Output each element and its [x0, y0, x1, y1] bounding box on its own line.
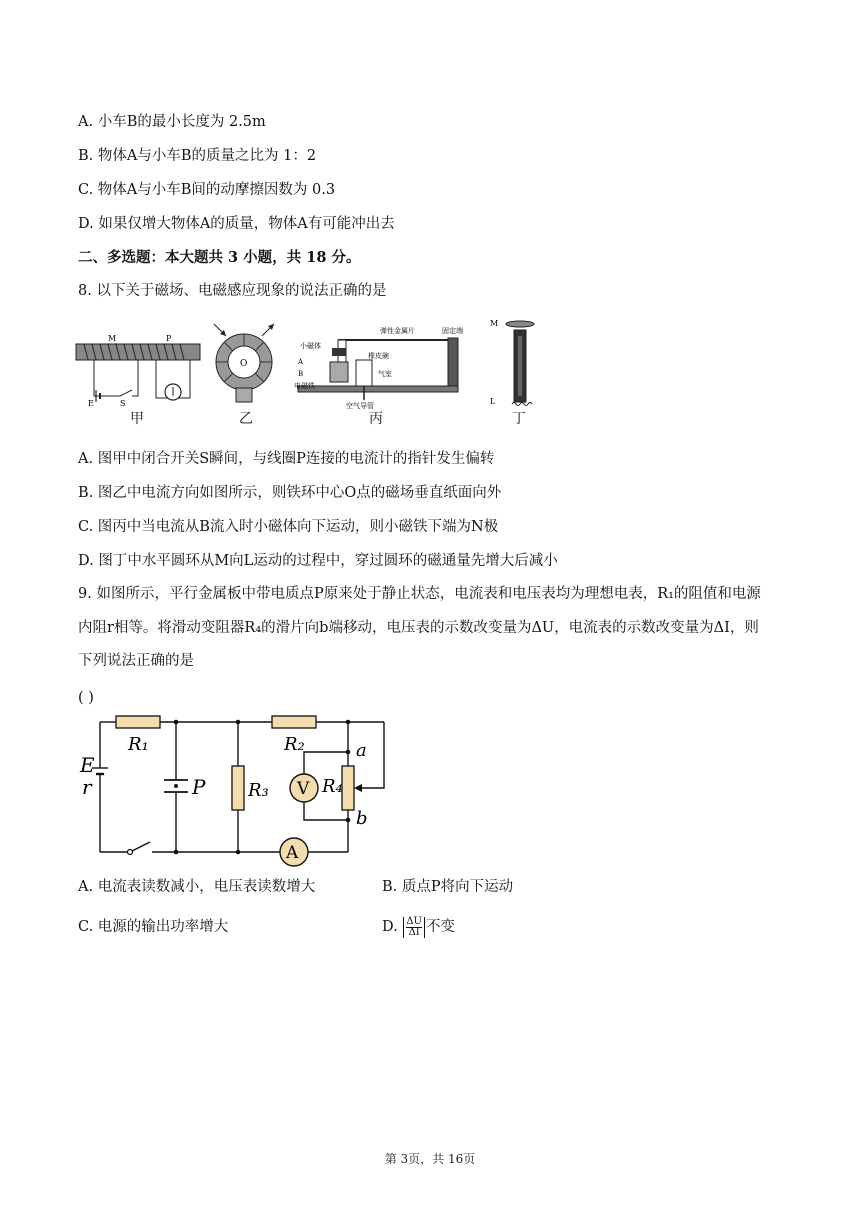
label-air-chamber: 气室	[378, 370, 392, 378]
caption-ding: 丁	[512, 411, 526, 427]
label-air-pipe: 空气导管	[346, 402, 374, 410]
label-r-internal: r	[82, 775, 92, 799]
label-r2: R₂	[284, 734, 305, 755]
label-m-ding: M	[490, 319, 499, 328]
section-title-multiple-choice: 二、多选题：本大题共 3 小题，共 18 分。	[78, 249, 361, 266]
q9-option-a: A. 电流表读数减小，电压表读数增大	[78, 879, 316, 895]
q9-option-c: C. 电源的输出功率增大	[78, 919, 229, 935]
label-v: V	[297, 779, 310, 799]
label-o: O	[240, 359, 248, 369]
label-a-meter: A	[286, 843, 299, 863]
circuit-diagram	[76, 708, 396, 868]
figure-yi	[206, 320, 286, 410]
label-m: M	[108, 334, 117, 343]
q9-stem-line3: 下列说法正确的是	[78, 653, 194, 669]
caption-jia: 甲	[130, 411, 144, 427]
q9-option-d	[382, 913, 455, 941]
q8-option-d: D. 图丁中水平圆环从M向L运动的过程中，穿过圆环的磁通量先增大后减小	[78, 553, 558, 569]
q7-option-d: D. 如果仅增大物体A的质量，物体A有可能冲出去	[78, 216, 395, 232]
label-a-terminal: A	[298, 358, 304, 366]
resistor-r1	[116, 716, 160, 728]
label-r4: R₄	[322, 776, 343, 797]
caption-yi: 乙	[239, 411, 253, 427]
label-a-end: a	[356, 740, 367, 761]
q9-stem-line2: 内阻r相等。将滑动变阻器R₄的滑片向b端移动，电压表的示数改变量为ΔU，电流表的示数改变量为ΔI，则	[78, 620, 759, 636]
slider-arrow-icon	[354, 784, 362, 792]
caption-bing: 丙	[369, 411, 383, 427]
q7-option-b: B. 物体A与小车B的质量之比为 1：2	[78, 148, 317, 164]
q9-stem-line1: 9. 如图所示，平行金属板中带电质点P原来处于静止状态，电流表和电压表均为理想电表，R₁的阻值和电源	[78, 586, 761, 602]
fraction-numerator: ΔU	[406, 915, 422, 927]
label-electromagnet: 电磁铁	[294, 382, 315, 390]
figure-jia	[74, 330, 204, 410]
label-e-emf: E	[80, 753, 95, 777]
resistor-r3	[232, 766, 244, 810]
label-fixed-end: 固定端	[442, 327, 463, 335]
page-footer: 第 3页，共 16页	[384, 1152, 476, 1166]
label-p: P	[166, 334, 172, 343]
label-rubber-bowl: 橡皮碗	[368, 352, 389, 360]
q8-option-c: C. 图丙中当电流从B流入时小磁体向下运动，则小磁铁下端为N极	[78, 519, 499, 535]
label-b-end: b	[356, 808, 368, 829]
label-small-magnet: 小磁体	[300, 342, 321, 350]
resistor-r4	[342, 766, 354, 810]
figure-bing	[294, 326, 464, 410]
label-p-particle: P	[192, 775, 206, 799]
label-r1: R₁	[128, 734, 149, 755]
q8-stem: 8. 以下关于磁场、电磁感应现象的说法正确的是	[78, 283, 387, 299]
resistor-r2	[272, 716, 316, 728]
q8-option-a: A. 图甲中闭合开关S瞬间，与线圈P连接的电流计的指针发生偏转	[78, 451, 495, 467]
q9-option-d-prefix: D.	[382, 919, 403, 935]
label-s: S	[120, 399, 126, 408]
label-e: E	[88, 399, 94, 408]
label-l: L	[490, 397, 496, 406]
q7-option-a: A. 小车B的最小长度为 2.5m	[78, 114, 266, 130]
q8-option-b: B. 图乙中电流方向如图所示，则铁环中心O点的磁场垂直纸面向外	[78, 485, 502, 501]
q9-option-b: B. 质点P将向下运动	[382, 879, 514, 895]
label-spring-sheet: 弹性金属片	[380, 327, 415, 335]
label-b-terminal: B	[298, 370, 304, 378]
q7-option-c: C. 物体A与小车B间的动摩擦因数为 0.3	[78, 182, 336, 198]
particle-p-dot	[174, 784, 178, 788]
q9-option-d-suffix: 不变	[425, 919, 455, 935]
fraction-denominator: ΔI	[408, 926, 420, 938]
switch-icon	[132, 842, 150, 851]
label-r3: R₃	[248, 780, 269, 801]
q9-answer-bracket: ( )	[78, 690, 94, 706]
q9-option-d-fraction	[403, 917, 425, 938]
figure-ding	[486, 318, 546, 410]
